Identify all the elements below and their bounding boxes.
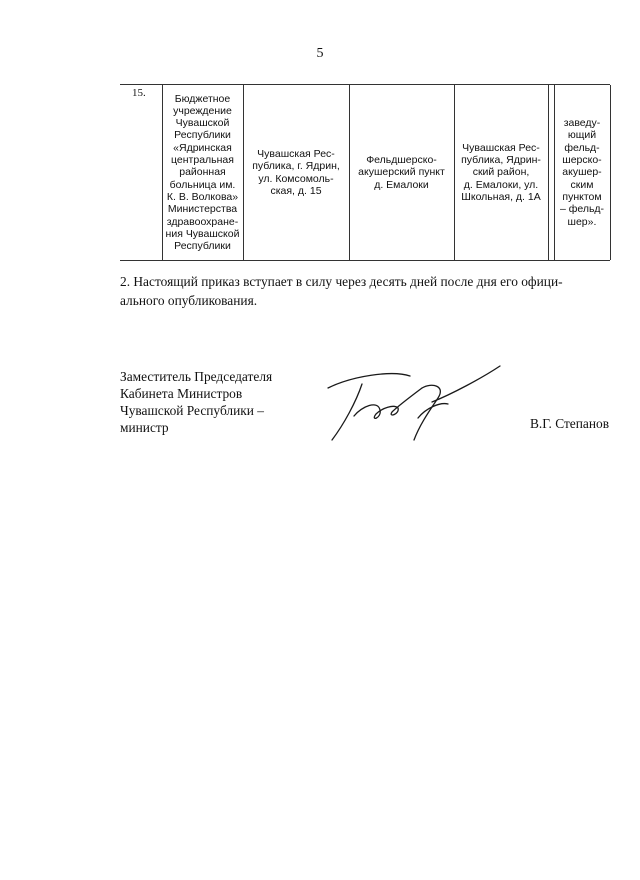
table-cell-position: заведу- ющий фельд- шерско- акушер- ским пунктом – фельд- шер».	[559, 117, 605, 228]
table-cell-address: Чувашская Рес- публика, г. Ядрин, ул. Комсомоль- ская, д. 15	[252, 147, 340, 197]
signer-name: В.Г. Степанов	[530, 416, 610, 431]
table-cell-unit-address: Чувашская Рес- публика, Ядрин- ский район, д. Емалоки, ул. Школьная, д. 1А	[461, 141, 541, 203]
table-cell-unit-name: Фельдшерско- акушерский пункт д. Емалоки	[358, 154, 445, 191]
positions-table	[120, 84, 610, 261]
table-cell-number: 15.	[132, 87, 146, 99]
table-cell-institution: Бюджетное учреждение Чувашской Республики «Ядринская центральная районная больница им. К. В. Волкова» Министерства здравоохране- ния Чувашской Республики	[165, 92, 240, 253]
handwritten-signature	[322, 358, 512, 448]
page-number: 5	[316, 46, 324, 61]
signer-position: Заместитель Председателя Кабинета Министров Чувашской Республики – министр	[120, 369, 273, 435]
effective-date-paragraph: 2. Настоящий приказ вступает в силу через десять дней после дня его офици- ального опубликования.	[120, 274, 563, 308]
